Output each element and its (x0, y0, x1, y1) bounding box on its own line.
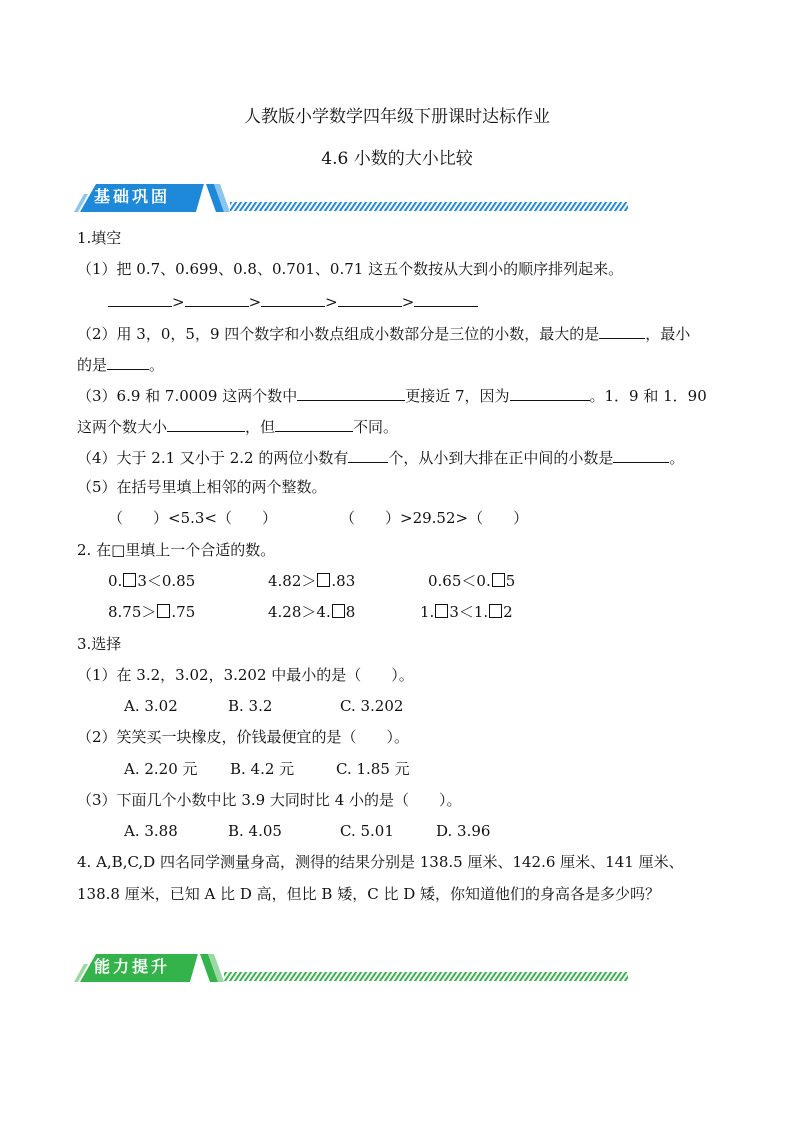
page-title: 人教版小学数学四年级下册课时达标作业 (244, 107, 550, 127)
answer-blank[interactable] (348, 446, 388, 463)
q2-heading: 2. 在□里填上一个合适的数。 (77, 541, 276, 559)
q1-part5-right: （ ）>29.52>（ ） (340, 509, 529, 527)
section-banner-advanced (74, 952, 634, 984)
q2-text: 8 (345, 603, 356, 621)
q1-part3-line1 (77, 384, 707, 406)
answer-blank[interactable] (108, 290, 172, 307)
answer-blank[interactable] (599, 322, 645, 339)
q3-sub3-option[interactable]: D. 3.96 (436, 822, 491, 840)
q3-sub1-option[interactable]: A. 3.02 (124, 697, 178, 715)
q1-part2-line1 (77, 322, 690, 344)
q2-text: 0.65＜0. (428, 572, 491, 590)
q1-part4-text-c: 。 (669, 449, 685, 467)
q2-text: 0. (108, 572, 123, 590)
q1-heading: 1.填空 (77, 229, 122, 247)
gt-sign: > (172, 293, 185, 311)
answer-blank[interactable] (261, 290, 325, 307)
answer-blank[interactable] (510, 384, 590, 401)
q2-text: 4.28＞4. (268, 603, 331, 621)
q3-sub3-option[interactable]: A. 3.88 (124, 822, 178, 840)
q1-part4-text-b: 个，从小到大排在正中间的小数是 (388, 449, 614, 467)
fill-box[interactable] (489, 604, 502, 618)
q3-sub1-option[interactable]: C. 3.202 (340, 697, 404, 715)
q1-part4-text-a: （4）大于 2.1 又小于 2.2 的两位小数有 (77, 449, 349, 467)
q2-item (268, 571, 355, 591)
q1-part1: （1）把 0.7、0.699、0.8、0.701、0.71 这五个数按从大到小的顺序排列起来。 (77, 260, 624, 278)
q2-text: 3＜1. (449, 603, 489, 621)
q3-sub3-option[interactable]: B. 4.05 (228, 822, 282, 840)
q1-part5: （5）在括号里填上相邻的两个整数。 (77, 478, 327, 496)
q1-part3-text-a: （3）6.9 和 7.0009 这两个数中 (77, 387, 298, 405)
q3-sub2-option[interactable]: B. 4.2 元 (230, 760, 295, 778)
q2-item (420, 602, 513, 622)
answer-blank[interactable] (297, 384, 405, 401)
gt-sign: > (325, 293, 338, 311)
q2-text: 4.82＞ (268, 572, 317, 590)
q2-text: 2 (503, 603, 513, 621)
fill-box[interactable] (317, 573, 330, 587)
fill-box[interactable] (492, 573, 505, 587)
answer-blank[interactable] (338, 290, 402, 307)
q4-line2: 138.8 厘米，已知 A 比 D 高，但比 B 矮，C 比 D 矮，你知道他们的身高各是多少吗？ (77, 885, 661, 903)
q1-ordering-row (108, 290, 478, 312)
page-subtitle: 4.6 小数的大小比较 (321, 149, 473, 169)
q1-part4 (77, 446, 684, 468)
fill-box[interactable] (157, 604, 170, 618)
q1-part3-text-c: 。1．9 和 1．90 (589, 387, 707, 405)
answer-blank[interactable] (414, 290, 478, 307)
q3-sub2: （2）笑笑买一块橡皮，价钱最便宜的是（ ）。 (77, 728, 410, 746)
q1-part3-text-e: ，但 (245, 418, 276, 436)
q3-sub3: （3）下面几个小数中比 3.9 大同时比 4 小的是（ ）。 (77, 791, 462, 809)
fill-box[interactable] (123, 573, 136, 587)
q1-part3-text-d: 这两个数大小 (77, 418, 168, 436)
q1-part3-text-b: 更接近 7，因为 (405, 387, 510, 405)
q3-sub3-option[interactable]: C. 5.01 (340, 822, 394, 840)
q2-item (268, 602, 355, 622)
answer-blank[interactable] (167, 415, 245, 432)
q3-sub1-option[interactable]: B. 3.2 (228, 697, 273, 715)
q3-sub1: （1）在 3.2，3.02，3.202 中最小的是（ ）。 (77, 666, 414, 684)
answer-blank[interactable] (613, 446, 669, 463)
q1-part2-line2 (77, 353, 164, 375)
q1-part5-left: （ ）<5.3<（ ） (108, 509, 277, 527)
q1-part2-text-c: 的是 (77, 356, 108, 374)
q3-sub2-option[interactable]: C. 1.85 元 (336, 760, 410, 778)
q2-item (108, 602, 195, 622)
section-title-advanced: 能力提升 (94, 957, 171, 976)
fill-box[interactable] (435, 604, 448, 618)
q2-item (108, 571, 195, 591)
answer-blank[interactable] (275, 415, 353, 432)
q1-part2-text-b: ，最小 (645, 325, 691, 343)
gt-sign: > (248, 293, 262, 311)
fill-box[interactable] (332, 604, 345, 618)
answer-blank[interactable] (107, 353, 149, 370)
section-title-basic: 基础巩固 (94, 187, 171, 206)
q3-sub2-option[interactable]: A. 2.20 元 (124, 760, 198, 778)
q2-text: 3＜0.85 (137, 572, 196, 590)
q2-item (428, 571, 515, 591)
q2-text: .83 (331, 572, 356, 590)
q2-text: .75 (171, 603, 196, 621)
q2-text: 5 (505, 572, 516, 590)
q3-heading: 3.选择 (77, 635, 122, 653)
q1-part3-text-f: 不同。 (353, 418, 399, 436)
q2-text: 8.75＞ (108, 603, 157, 621)
answer-blank[interactable] (185, 290, 249, 307)
section-banner-basic (74, 182, 634, 214)
gt-sign: > (401, 293, 415, 311)
q1-part2-text: （2）用 3，0，5，9 四个数字和小数点组成小数部分是三位的小数，最大的是 (77, 325, 600, 343)
q1-part3-line2 (77, 415, 398, 437)
q4-line1: 4. A,B,C,D 四名同学测量身高，测得的结果分别是 138.5 厘米、142.6 厘米、141 厘米、 (77, 853, 684, 871)
q2-text: 1. (420, 603, 435, 621)
q1-part2-text-d: 。 (149, 356, 165, 374)
